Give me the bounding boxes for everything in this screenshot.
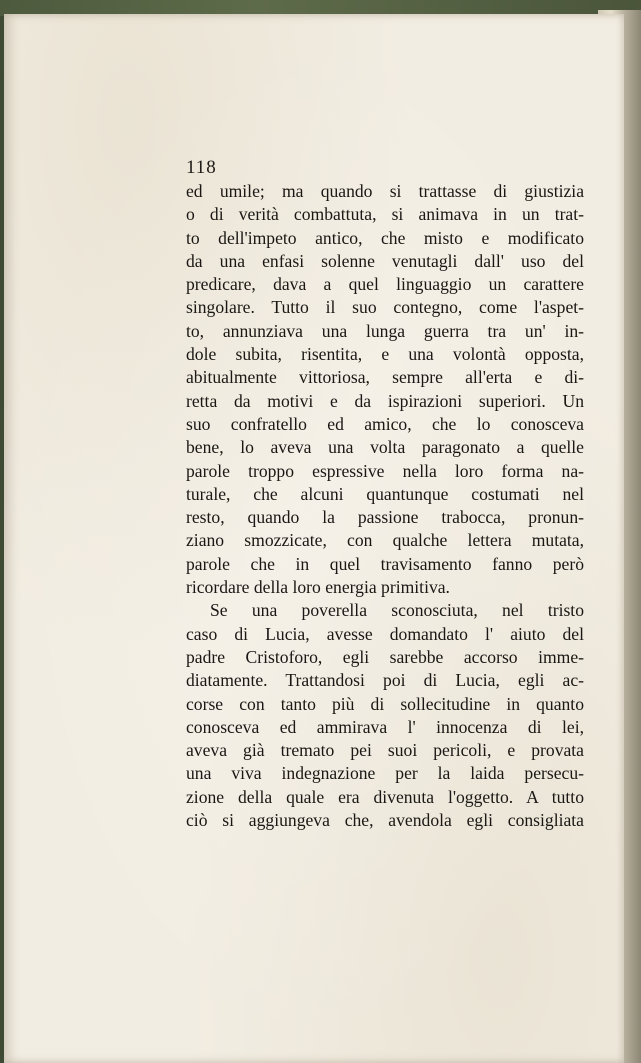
text-line: ciò si aggiungeva che, avendola egli consigliata <box>186 810 584 831</box>
text-line: to dell'impeto antico, che misto e modificato <box>186 227 584 248</box>
text-line: ricordare della loro energia primitiva. <box>186 577 450 598</box>
text-line: padre Cristoforo, egli sarebbe accorso imme- <box>186 646 584 667</box>
text-line: turale, che alcuni quantunque costumati nel <box>186 483 584 504</box>
text-line: zione della quale era divenuta l'oggetto. A tutto <box>186 786 584 807</box>
text-line: retta da motivi e da ispirazioni superiori. Un <box>186 390 584 411</box>
text-line: resto, quando la passione trabocca, pronun- <box>186 507 584 528</box>
text-line: parole troppo espressive nella loro forma na- <box>186 460 584 481</box>
text-line: o di verità combattuta, si animava in un trat- <box>186 204 584 225</box>
text-line: diatamente. Trattandosi poi di Lucia, egli ac- <box>186 670 584 691</box>
text-line: corse con tanto più di sollecitudine in quanto <box>186 693 584 714</box>
text-line: predicare, dava a quel linguaggio un carattere <box>186 274 584 295</box>
page-text <box>186 180 584 832</box>
text-line: Se una poverella sconosciuta, nel tristo <box>210 600 584 621</box>
text-line: dole subita, risentita, e una volontà opposta, <box>186 344 584 365</box>
text-line: suo confratello ed amico, che lo conosceva <box>186 413 584 434</box>
page-number: 118 <box>186 157 217 178</box>
text-line: aveva già tremato pei suoi pericoli, e provata <box>186 740 584 761</box>
text-line: abitualmente vittoriosa, sempre all'erta e di- <box>186 367 584 388</box>
text-line: to, annunziava una lunga guerra tra un' in- <box>186 320 584 341</box>
text-line: ed umile; ma quando si trattasse di giustizia <box>186 181 584 201</box>
text-line: caso di Lucia, avesse domandato l' aiuto del <box>186 623 584 644</box>
text-line: singolare. Tutto il suo contegno, come l'aspet- <box>186 297 584 318</box>
text-line: una viva indegnazione per la laida persecu- <box>186 763 584 784</box>
text-line: parole che in quel travisamento fanno però <box>186 553 584 574</box>
text-line: da una enfasi solenne venutagli dall' uso del <box>186 250 584 271</box>
text-line: bene, lo aveva una volta paragonato a quelle <box>186 437 584 458</box>
text-line: conosceva ed ammirava l' innocenza di lei, <box>186 716 584 737</box>
text-line: ziano smozzicate, con qualche lettera mutata, <box>186 530 584 551</box>
